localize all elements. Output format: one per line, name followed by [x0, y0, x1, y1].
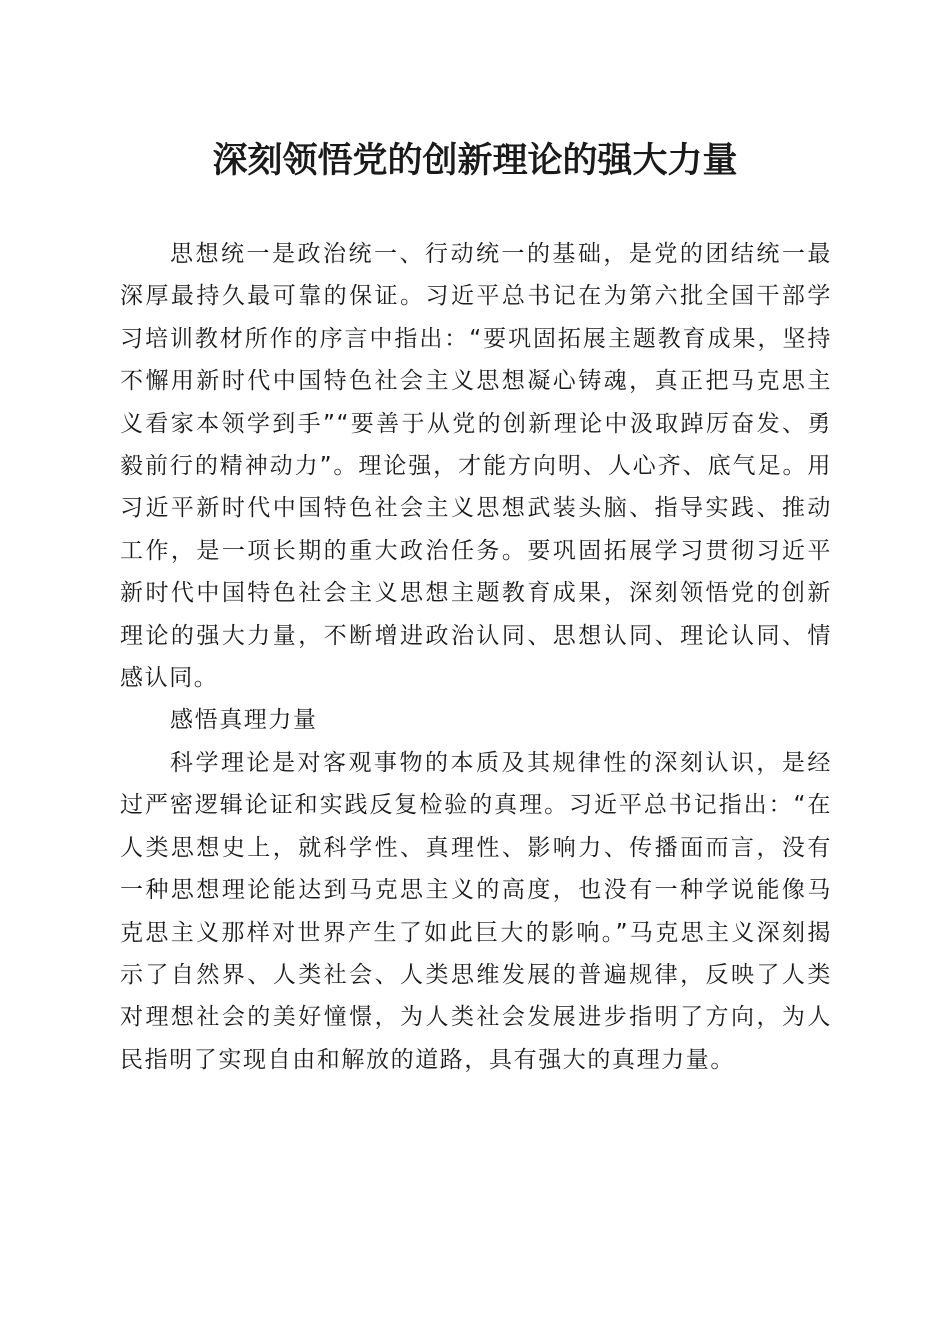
document-title: 深刻领悟党的创新理论的强大力量: [212, 140, 738, 181]
section-heading: 感悟真理力量: [170, 707, 318, 734]
paragraph-truth: 科学理论是对客观事物的本质及其规律性的深刻认识，是经过严密逻辑论证和实践反复检验的真理。习近平总书记指出：“在人类思想史上，就科学性、真理性、影响力、传播面而言，没有一种思想理论能达到马克思主义的高度，也没有一种学说能像马克思主义那样对世界产生了如此巨大的影响。”马克思主义深刻揭示了自然界、人类社会、人类思维发展的普遍规律，反映了人类对理想社会的美好憧憬，为人类社会发展进步指明了方向，为人民指明了实现自由和解放的道路，具有强大的真理力量。: [120, 749, 832, 1073]
paragraph-intro: 思想统一是政治统一、行动统一的基础，是党的团结统一最深厚最持久最可靠的保证。习近平总书记在为第六批全国干部学习培训教材所作的序言中指出：“要巩固拓展主题教育成果，坚持不懈用新时代中国特色社会主义思想凝心铸魂，真正把马克思主义看家本领学到手”“要善于从党的创新理论中汲取踔厉奋发、勇毅前行的精神动力”。理论强，才能方向明、人心齐、底气足。用习近平新时代中国特色社会主义思想武装头脑、指导实践、推动工作，是一项长期的重大政治任务。要巩固拓展学习贯彻习近平新时代中国特色社会主义思想主题教育成果，深刻领悟党的创新理论的强大力量，不断增进政治认同、思想认同、理论认同、情感认同。: [120, 241, 832, 692]
document-body: [120, 233, 832, 1081]
